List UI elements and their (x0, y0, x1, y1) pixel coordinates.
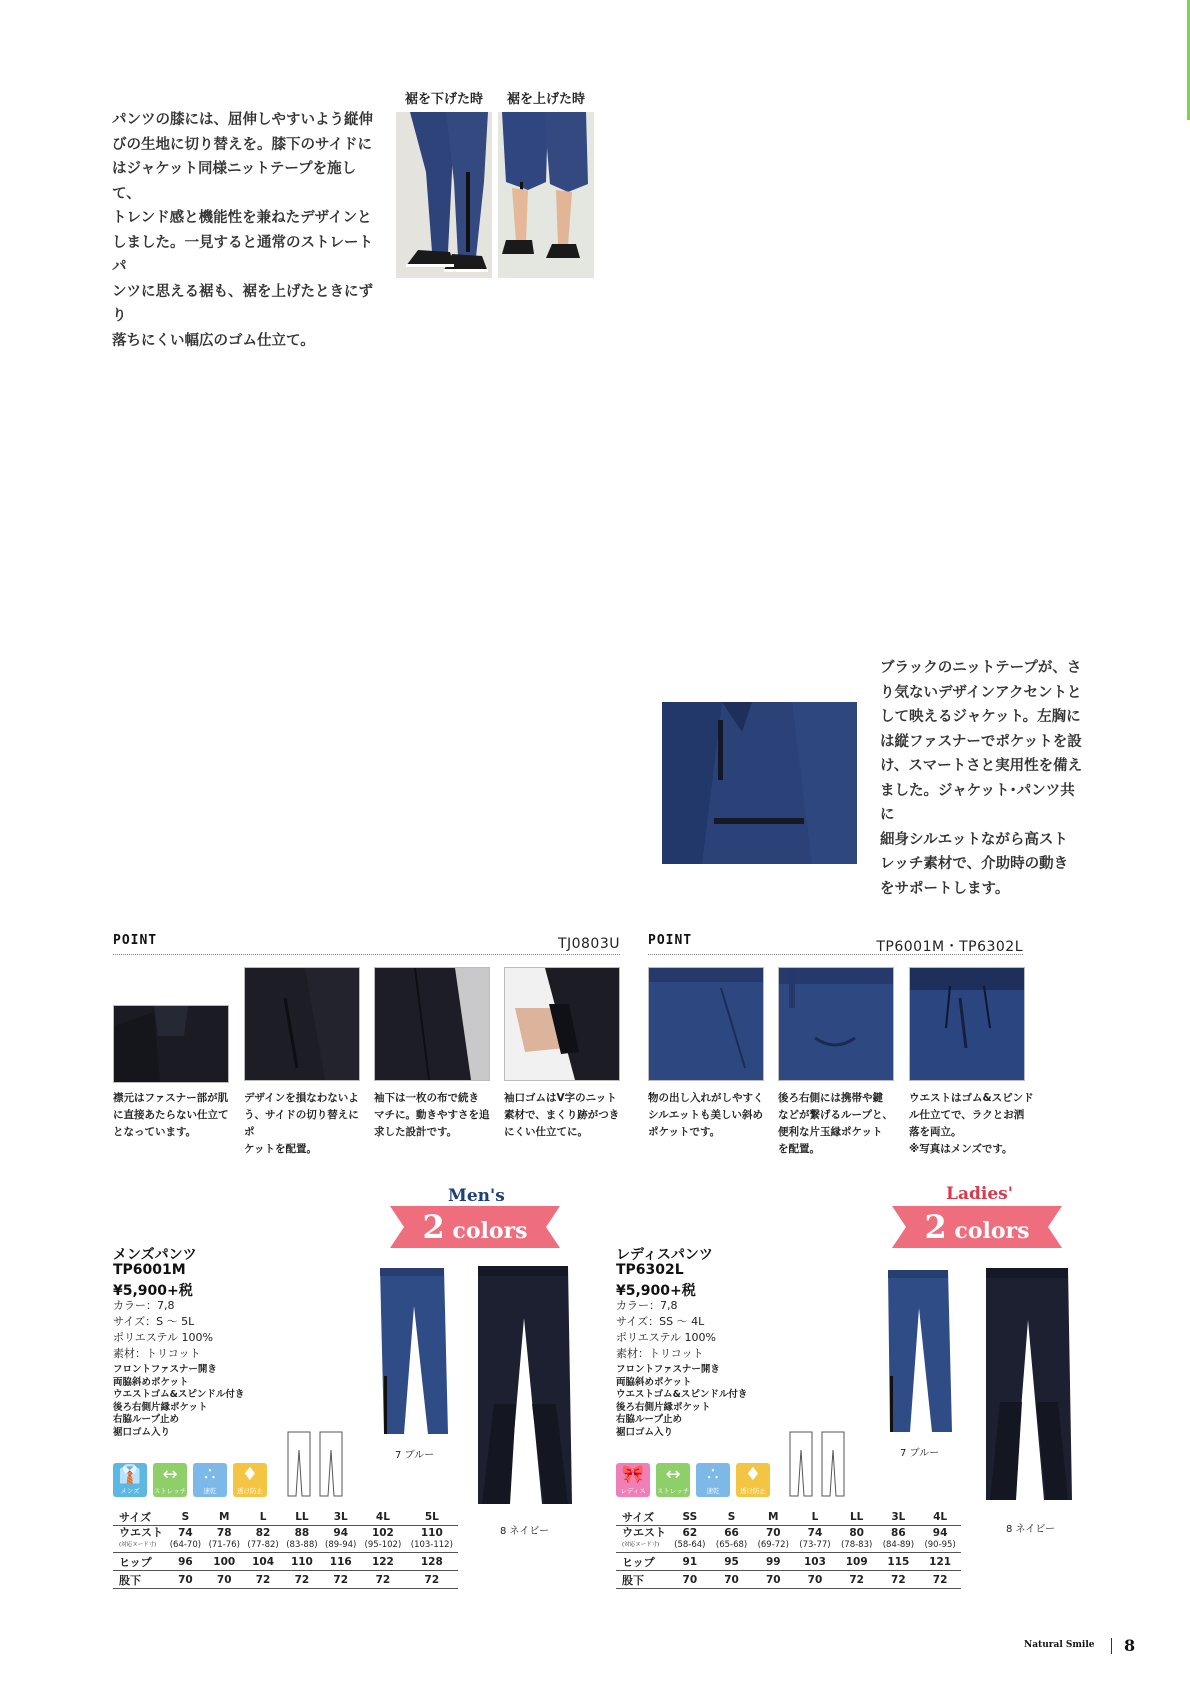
ladies-waist-header: ウエスト (対応ヌード寸) (616, 1526, 669, 1553)
mens-pants-navy (474, 1264, 574, 1508)
mens-size-cell: LL (282, 1508, 321, 1526)
ladies-pants-navy (982, 1266, 1074, 1504)
mens-size-cell: 4L (360, 1508, 406, 1526)
ladies-size-cell: SS (669, 1508, 711, 1526)
mens-inseam-cell: 72 (244, 1571, 283, 1589)
footer-divider (1111, 1638, 1112, 1654)
ladies-inseam-cell: 70 (752, 1571, 794, 1589)
ladies-inseam-cell: 70 (711, 1571, 753, 1589)
thumb-jacket-collar (113, 1005, 229, 1083)
mens-colors-ribbon (390, 1206, 560, 1248)
mens-size-table (113, 1508, 458, 1589)
mens-waist-cell: 88 (83-88) (282, 1526, 321, 1553)
ladies-colors-ribbon (892, 1206, 1062, 1248)
page-number: 8 (1124, 1636, 1136, 1655)
ladies-waist-cell: 62 (58-64) (669, 1526, 711, 1553)
mens-pants-line-drawing (286, 1430, 346, 1498)
ladies-hip-cell: 115 (878, 1553, 920, 1571)
mens-features: フロントファスナー開き 両脇斜めポケット ウエストゴム&スピンドル付き 後ろ右側片縁ポケット 右脇ループ止め 裾口ゴム入り (113, 1364, 245, 1438)
ladies-waist-cell: 94 (90-95) (919, 1526, 961, 1553)
mens-size-cell: S (166, 1508, 205, 1526)
mens-hip-cell: 96 (166, 1553, 205, 1571)
thumb-jacket-pocket (244, 967, 360, 1081)
ladies-product-title: レディスパンツ (616, 1247, 713, 1263)
ladies-waist-cell: 80 (78-83) (836, 1526, 878, 1553)
mens-size-header: サイズ (113, 1508, 166, 1526)
point-divider-jacket (113, 954, 620, 955)
mens-inseam-cell: 72 (282, 1571, 321, 1589)
mens-icon-mens: 👔 メンズ (113, 1463, 147, 1497)
mens-color-blue-label: 7 ブルー (395, 1450, 435, 1461)
ladies-size-header: サイズ (616, 1508, 669, 1526)
mens-waist-cell: 82 (77-82) (244, 1526, 283, 1553)
ladies-material-spec: ポリエステル 100% (616, 1331, 716, 1344)
ladies-size-cell: 4L (919, 1508, 961, 1526)
mens-inseam-header: 股下 (113, 1571, 166, 1589)
point-divider-pants (648, 954, 1023, 955)
mens-hip-cell: 128 (406, 1553, 458, 1571)
mens-material-spec: ポリエステル 100% (113, 1331, 213, 1344)
ladies-waist-cell: 86 (84-89) (878, 1526, 920, 1553)
caption-pants-1: 物の出し入れがしやすく シルエットも美しい斜め ポケットです。 (648, 1092, 764, 1138)
point-code-pants: TP6001M・TP6302L (876, 939, 1023, 955)
point-label-jacket: POINT (113, 933, 158, 948)
mens-inseam-cell: 72 (360, 1571, 406, 1589)
ladies-color-spec: カラー：7,8 (616, 1299, 678, 1312)
ladies-icon-quickdry: ∴ 速乾 (696, 1463, 730, 1497)
mens-size-cell: 5L (406, 1508, 458, 1526)
mens-icon-stretch: ↔ ストレッチ (153, 1464, 187, 1495)
thumb-pants-back-pocket (778, 967, 894, 1081)
thumb-jacket-sleeve (374, 967, 490, 1081)
mens-waist-cell: 102 (95-102) (360, 1526, 406, 1553)
ladies-inseam-cell: 72 (836, 1571, 878, 1589)
mens-size-cell: 3L (321, 1508, 360, 1526)
photo-hem-down (396, 112, 492, 278)
pants-description: パンツの膝には、屈伸しやすいよう縦伸 びの生地に切り替えを。膝下のサイドに はジャケット同様ニットテープを施して、 トレンド感と機能性を兼ねたデザインと しました。一見すると通常のストレートパ ンツに思える裾も、裾を上げたときにずり 落ちにくい幅広のゴム仕立て。 (112, 112, 373, 349)
caption-jacket-1: 襟元はファスナー部が肌 に直接あたらない仕立て となっています。 (113, 1092, 229, 1138)
ladies-label: Ladies' (946, 1184, 1013, 1204)
thumb-pants-waist (909, 967, 1025, 1081)
ladies-waist-cell: 74 (73-77) (794, 1526, 836, 1553)
mens-inseam-cell: 72 (321, 1571, 360, 1589)
mens-colors-count: 2 (422, 1208, 445, 1246)
ladies-icon-stretch: ↔ ストレッチ (656, 1464, 690, 1495)
mens-color-spec: カラー：7,8 (113, 1299, 175, 1312)
mens-hip-cell: 100 (205, 1553, 244, 1571)
ladies-waist-cell: 70 (69-72) (752, 1526, 794, 1553)
ladies-hip-cell: 99 (752, 1553, 794, 1571)
caption-hem-up: 裾を上げた時 (506, 92, 585, 107)
mens-hip-cell: 110 (282, 1553, 321, 1571)
caption-jacket-4: 袖口ゴムはV字のニット 素材で、まくり跡がつき にくい仕立てに。 (504, 1092, 620, 1138)
ladies-color-blue-label: 7 ブルー (900, 1448, 940, 1459)
ladies-inseam-cell: 72 (919, 1571, 961, 1589)
mens-product-title: メンズパンツ (113, 1247, 197, 1263)
ladies-size-table (616, 1508, 961, 1589)
mens-label: Men's (448, 1186, 505, 1206)
ladies-size-cell: L (794, 1508, 836, 1526)
ladies-size-cell: LL (836, 1508, 878, 1526)
ladies-hip-cell: 91 (669, 1553, 711, 1571)
mens-colors-word: colors (452, 1218, 528, 1244)
ladies-hip-cell: 109 (836, 1553, 878, 1571)
point-label-pants: POINT (648, 933, 693, 948)
ladies-hip-cell: 95 (711, 1553, 753, 1571)
mens-waist-header: ウエスト (対応ヌード寸) (113, 1526, 166, 1553)
ladies-icon-nosee: ♦ 透け防止 (736, 1463, 770, 1497)
ladies-inseam-header: 股下 (616, 1571, 669, 1589)
ladies-size-spec: サイズ：SS ～ 4L (616, 1315, 705, 1328)
caption-jacket-3: 袖下は一枚の布で続き マチに。動きやすさを追 求した設計です。 (374, 1092, 490, 1138)
mens-waist-cell: 78 (71-76) (205, 1526, 244, 1553)
mens-waist-cell: 74 (64-70) (166, 1526, 205, 1553)
ladies-features: フロントファスナー開き 両脇斜めポケット ウエストゴム&スピンドル付き 後ろ右側片縁ポケット 右脇ループ止め 裾口ゴム入り (616, 1364, 748, 1438)
caption-pants-3: ウエストはゴム&スピンド ル仕立てで、ラクとお洒 落を両立。 ※写真はメンズです。 (909, 1092, 1034, 1155)
ladies-fabric-spec: 素材：トリコット (616, 1347, 704, 1360)
mens-inseam-cell: 72 (406, 1571, 458, 1589)
mens-inseam-cell: 70 (205, 1571, 244, 1589)
caption-pants-2: 後ろ右側には携帯や鍵 などが繋げるループと、 便利な片玉縁ポケット を配置。 (778, 1092, 893, 1155)
ladies-hip-cell: 103 (794, 1553, 836, 1571)
ladies-pants-blue (886, 1268, 954, 1436)
mens-product-price: ¥5,900+税 (113, 1283, 193, 1299)
ladies-product-price: ¥5,900+税 (616, 1283, 696, 1299)
mens-size-cell: M (205, 1508, 244, 1526)
mens-waist-cell: 110 (103-112) (406, 1526, 458, 1553)
ladies-waist-cell: 66 (65-68) (711, 1526, 753, 1553)
mens-color-navy-label: 8 ネイビー (500, 1526, 549, 1537)
mens-hip-cell: 122 (360, 1553, 406, 1571)
mens-fabric-spec: 素材：トリコット (113, 1347, 201, 1360)
ladies-product-code: TP6302L (616, 1262, 684, 1278)
caption-jacket-2: デザインを損なわないよ う、サイドの切り替えにポ ケットを配置。 (244, 1092, 359, 1155)
ladies-size-cell: 3L (878, 1508, 920, 1526)
ladies-colors-word: colors (954, 1218, 1030, 1244)
mens-waist-cell: 94 (89-94) (321, 1526, 360, 1553)
ladies-hip-header: ヒップ (616, 1553, 669, 1571)
mens-icon-quickdry: ∴ 速乾 (193, 1463, 227, 1497)
footer-brand: Natural Smile (1024, 1640, 1095, 1650)
thumb-pants-pocket (648, 967, 764, 1081)
mens-size-cell: L (244, 1508, 283, 1526)
jacket-description: ブラックのニットテープが、さ り気ないデザインアクセントと して映えるジャケット。左胸に は縦ファスナーでポケットを設 け、スマートさと実用性を備え ました。ジャケット･パンツ共に 細身シルエットながら高スト レッチ素材で、介助時の動き をサポートします。 (880, 660, 1083, 897)
ladies-inseam-cell: 70 (794, 1571, 836, 1589)
photo-jacket-chest (662, 702, 857, 864)
mens-pants-blue (378, 1266, 450, 1438)
mens-size-spec: サイズ：S ～ 5L (113, 1315, 195, 1328)
caption-hem-down: 裾を下げた時 (404, 92, 483, 107)
ladies-icon-ladies: 🎀 レディス (616, 1463, 650, 1497)
mens-hip-cell: 104 (244, 1553, 283, 1571)
point-code-jacket: TJ0803U (557, 936, 620, 952)
ladies-colors-count: 2 (924, 1208, 947, 1246)
ladies-color-navy-label: 8 ネイビー (1006, 1524, 1055, 1535)
mens-product-code: TP6001M (113, 1262, 186, 1278)
thumb-jacket-cuff (504, 967, 620, 1081)
mens-inseam-cell: 70 (166, 1571, 205, 1589)
ladies-size-cell: M (752, 1508, 794, 1526)
ladies-hip-cell: 121 (919, 1553, 961, 1571)
mens-hip-header: ヒップ (113, 1553, 166, 1571)
mens-hip-cell: 116 (321, 1553, 360, 1571)
ladies-size-cell: S (711, 1508, 753, 1526)
mens-icon-nosee: ♦ 透け防止 (233, 1463, 267, 1497)
ladies-inseam-cell: 70 (669, 1571, 711, 1589)
ladies-pants-line-drawing (788, 1430, 848, 1498)
photo-hem-up (498, 112, 594, 278)
ladies-inseam-cell: 72 (878, 1571, 920, 1589)
